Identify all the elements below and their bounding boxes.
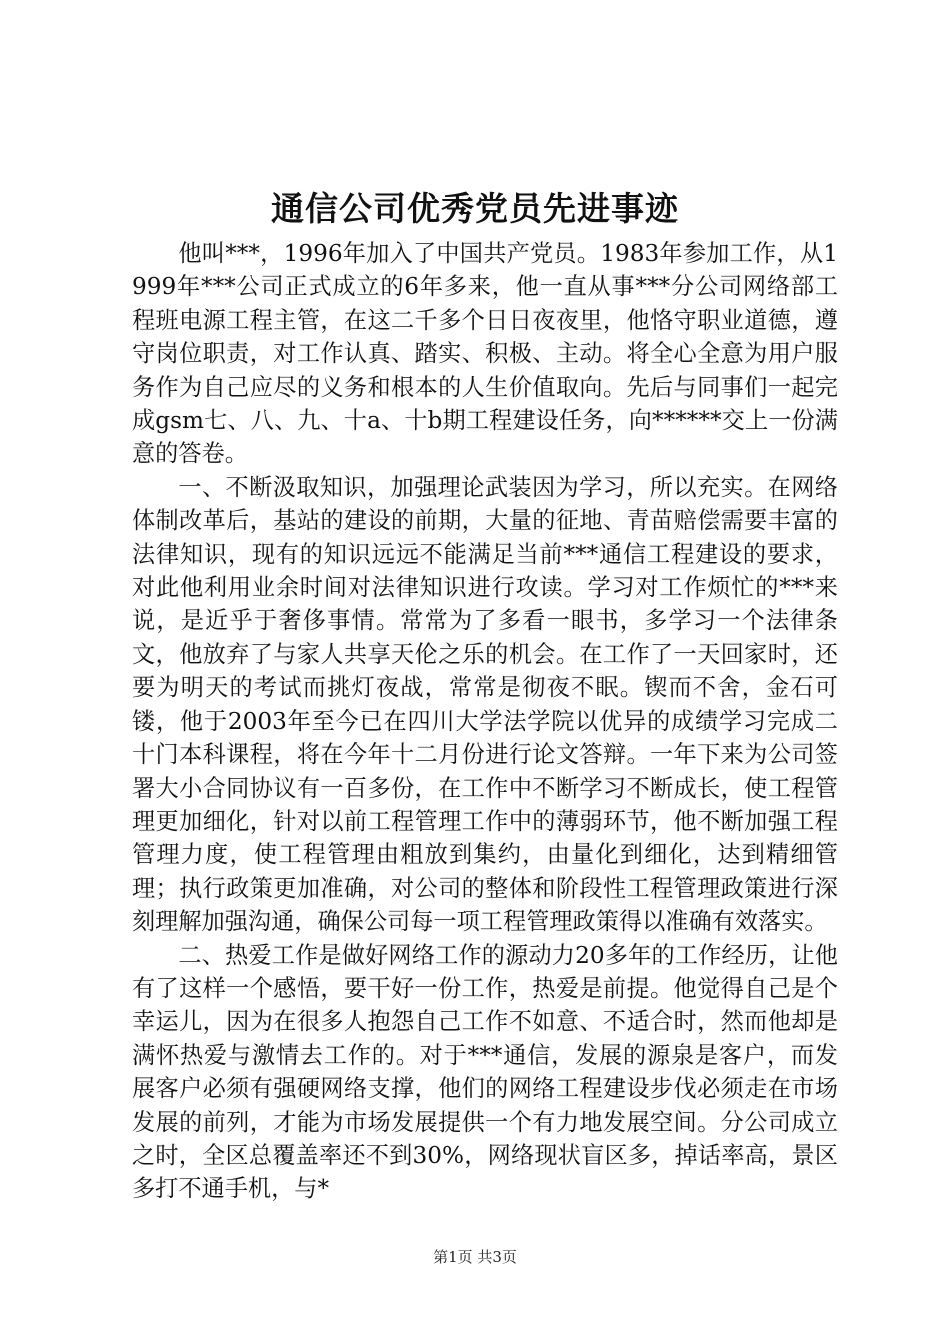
page-number-footer: 第1页 共3页 [433,1248,517,1266]
paragraph-section-2: 二、热爱工作是做好网络工作的源动力20多年的工作经历，让他有了这样一个感悟，要干好一份工作，热爱是前提。他觉得自己是个幸运儿，因为在很多人抱怨自己工作不如意、不适合时，然而他却是满怀热爱与激情去工作的。对于***通信，发展的源泉是客户，而发展客户必须有强硬网络支撑，他们的网络工程建设步伐必须走在市场发展的前列，才能为市场发展提供一个有力地发展空间。分公司成立之时，全区总覆盖率还不到30%，网络现状盲区多，掉话率高，景区多打不通手机，与* [132,941,838,1203]
paragraph-section-1: 一、不断汲取知识，加强理论武装因为学习，所以充实。在网络体制改革后，基站的建设的前期，大量的征地、青苗赔偿需要丰富的法律知识，现有的知识远远不能满足当前***通信工程建设的要求，对此他利用业余时间对法律知识进行攻读。学习对工作烦忙的***来说，是近乎于奢侈事情。常常为了多看一眼书，多学习一个法律条文，他放弃了与家人共享天伦之乐的机会。在工作了一天回家时，还要为明天的考试而挑灯夜战，常常是彻夜不眠。锲而不舍，金石可镂，他于2003年至今已在四川大学法学院以优异的成绩学习完成二十门本科课程，将在今年十二月份进行论文答辩。一年下来为公司签署大小合同协议有一百多份，在工作中不断学习不断成长，使工程管理更加细化，针对以前工程管理工作中的薄弱环节，他不断加强工程管理力度，使工程管理由粗放到集约，由量化到细化，达到精细管理；执行政策更加准确，对公司的整体和阶段性工程管理政策进行深刻理解加强沟通，确保公司每一项工程管理政策得以准确有效落实。 [132,473,838,936]
document-body [132,237,838,1206]
paragraph-intro: 他叫***，1996年加入了中国共产党员。1983年参加工作，从1999年***公司正式成立的6年多来，他一直从事***分公司网络部工程班电源工程主管，在这二千多个日日夜夜里，他恪守职业道德，遵守岗位职责，对工作认真、踏实、积极、主动。将全心全意为用户服务作为自己应尽的义务和根本的人生价值取向。先后与同事们一起完成gsm七、八、九、十a、十b期工程建设任务，向******交上一份满意的答卷。 [132,240,838,468]
document-title: 通信公司优秀党员先进事迹 [271,189,679,228]
